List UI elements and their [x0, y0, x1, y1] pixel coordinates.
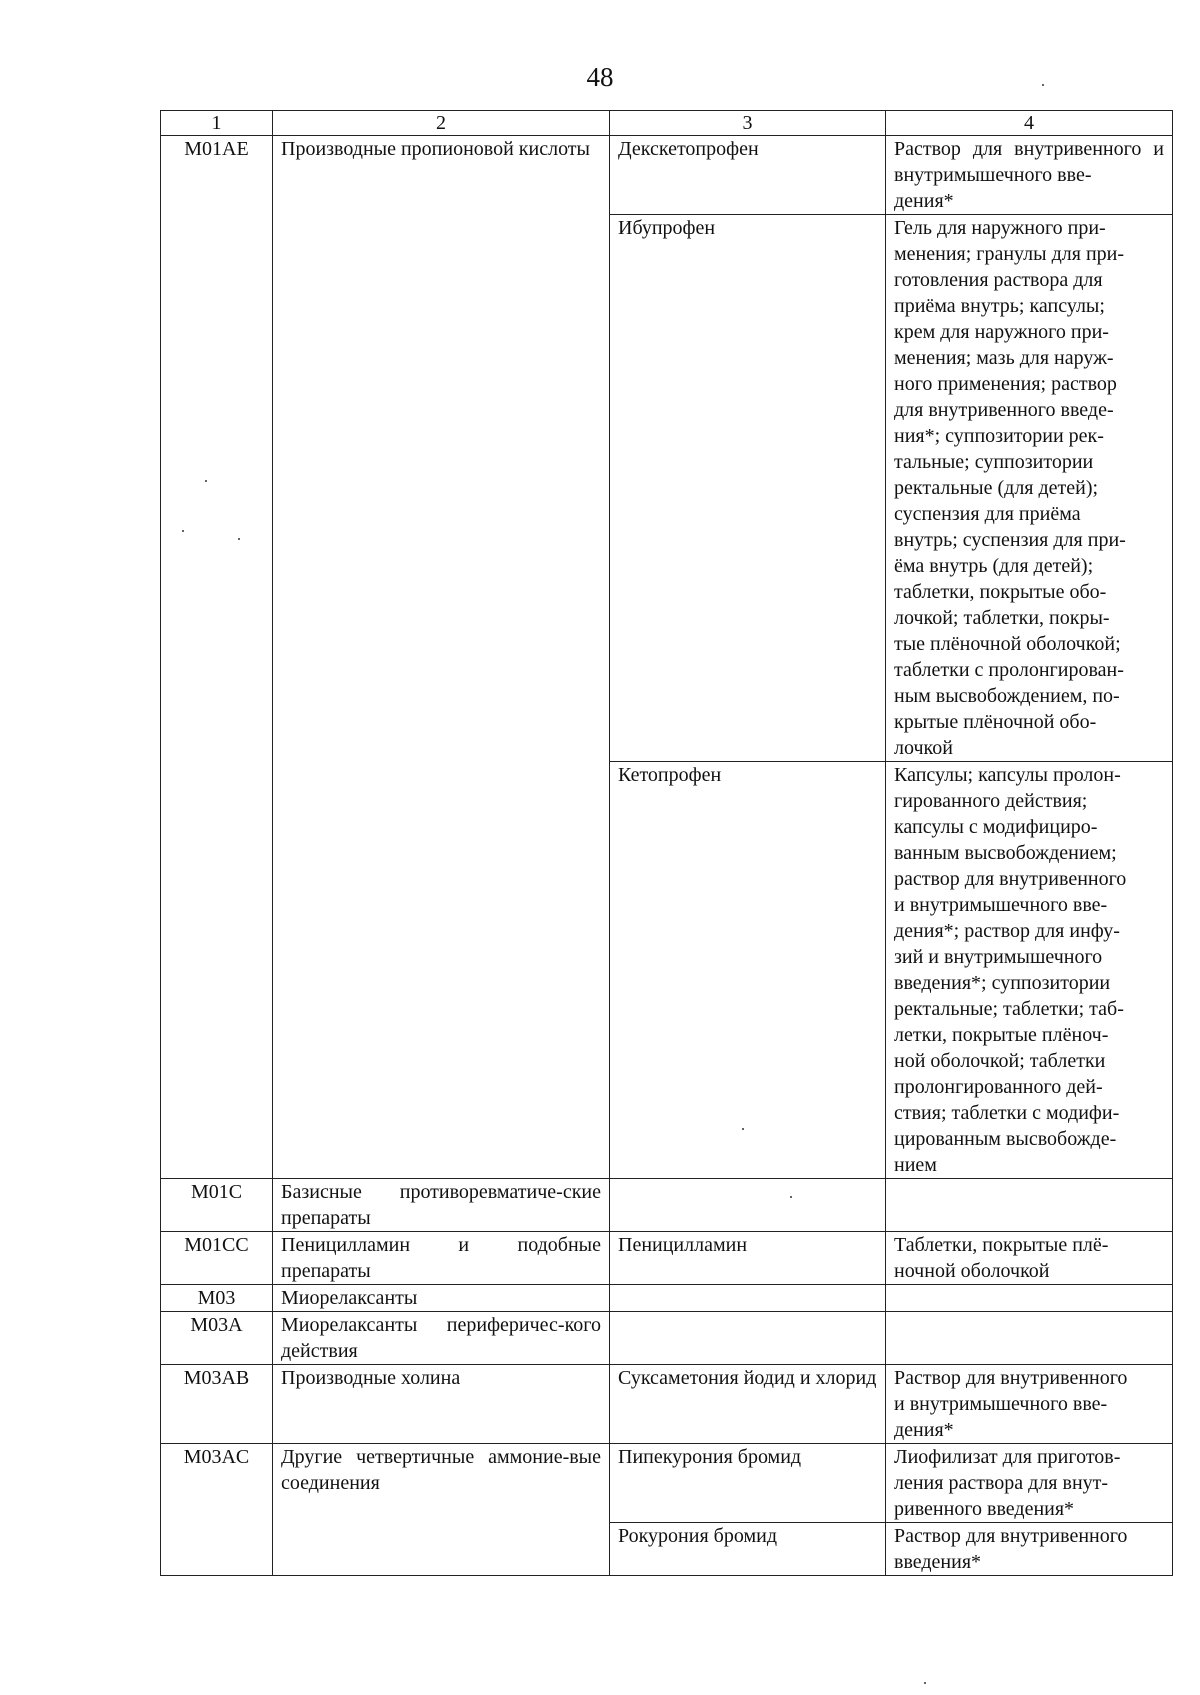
group-name-cell: Пеницилламин и подобные препараты: [273, 1232, 610, 1285]
drug-table: [160, 110, 1173, 1576]
atc-code-cell: M03AB: [161, 1365, 273, 1444]
group-name-cell: Производные холина: [273, 1365, 610, 1444]
dosage-form-cell: Таблетки, покрытые плё- ночной оболочкой: [886, 1232, 1173, 1285]
dosage-form-cell: Капсулы; капсулы пролон- гированного действия; капсулы с модифициро- ванным высвобождением; раствор для внутривенного и внутримышечного вве- дения*; раствор для инфу- зий и внутримышечного введения*; суппозитории ректальные; таблетки; таб- летки, покрытые плёноч- ной оболочкой; таблетки пролонгированного дей- ствия; таблетки с модифи- цированным высвобожде- нием: [886, 762, 1173, 1179]
table-row: [161, 136, 1173, 215]
drug-name-cell: [610, 1312, 886, 1365]
column-header-4: 4: [886, 111, 1173, 136]
dosage-form-cell: Гель для наружного при- менения; гранулы для при- готовления раствора для приёма внутрь; капсулы; крем для наружного при- менения; мазь для наруж- ного применения; раствор для внутривенного введе- ния*; суппозитории рек- тальные; суппозитории ректальные (для детей); суспензия для приёма внутрь; суспензия для при- ёма внутрь (для детей); таблетки, покрытые обо- лочкой; таблетки, покры- тые плёночной оболочкой; таблетки с пролонгирован- ным высвобождением, по- крытые плёночной обо- лочкой: [886, 215, 1173, 762]
atc-code-cell: M03A: [161, 1312, 273, 1365]
column-header-3: 3: [610, 111, 886, 136]
table-row: [161, 1179, 1173, 1232]
atc-code-cell: M01CC: [161, 1232, 273, 1285]
scan-speck: [924, 1682, 926, 1684]
drug-name-cell: Пеницилламин: [610, 1232, 886, 1285]
column-header-1: 1: [161, 111, 273, 136]
group-name-cell: Миорелаксанты: [273, 1285, 610, 1312]
group-name-cell: Миорелаксанты периферичес-кого действия: [273, 1312, 610, 1365]
table-row: [161, 1285, 1173, 1312]
scan-speck: [1042, 84, 1044, 86]
drug-name-cell: [610, 1179, 886, 1232]
atc-code-cell: M01AE: [161, 136, 273, 1179]
page-number: 48: [586, 62, 614, 92]
drug-name-cell: Пипекурония бромид: [610, 1444, 886, 1523]
dosage-form-cell: Раствор для внутривенного и внутримышечного вве- дения*: [886, 1365, 1173, 1444]
table-header-row: [161, 111, 1173, 136]
atc-code-cell: M03: [161, 1285, 273, 1312]
drug-name-cell: Декскетопрофен: [610, 136, 886, 215]
drug-name-cell: Суксаметония йодид и хлорид: [610, 1365, 886, 1444]
dosage-form-cell: Раствор для внутривенного и внутримышечного вве- дения*: [886, 136, 1173, 215]
dosage-form-cell: [886, 1179, 1173, 1232]
drug-name-cell: Кетопрофен: [610, 762, 886, 1179]
group-name-cell: Базисные противоревматиче-ские препараты: [273, 1179, 610, 1232]
drug-name-cell: Ибупрофен: [610, 215, 886, 762]
dosage-form-cell: [886, 1285, 1173, 1312]
dosage-form-cell: Раствор для внутривенного введения*: [886, 1523, 1173, 1576]
atc-code-cell: M01C: [161, 1179, 273, 1232]
dosage-form-cell: [886, 1312, 1173, 1365]
group-name-cell: Другие четвертичные аммоние-вые соединения: [273, 1444, 610, 1576]
drug-name-cell: [610, 1285, 886, 1312]
table-row: [161, 1365, 1173, 1444]
drug-name-cell: Рокурония бромид: [610, 1523, 886, 1576]
dosage-form-cell: Лиофилизат для приготов- ления раствора для внут- ривенного введения*: [886, 1444, 1173, 1523]
table-row: [161, 1444, 1173, 1523]
table-row: [161, 1312, 1173, 1365]
group-name-cell: Производные пропионовой кислоты: [273, 136, 610, 1179]
atc-code-cell: M03AC: [161, 1444, 273, 1576]
column-header-2: 2: [273, 111, 610, 136]
table-row: [161, 1232, 1173, 1285]
